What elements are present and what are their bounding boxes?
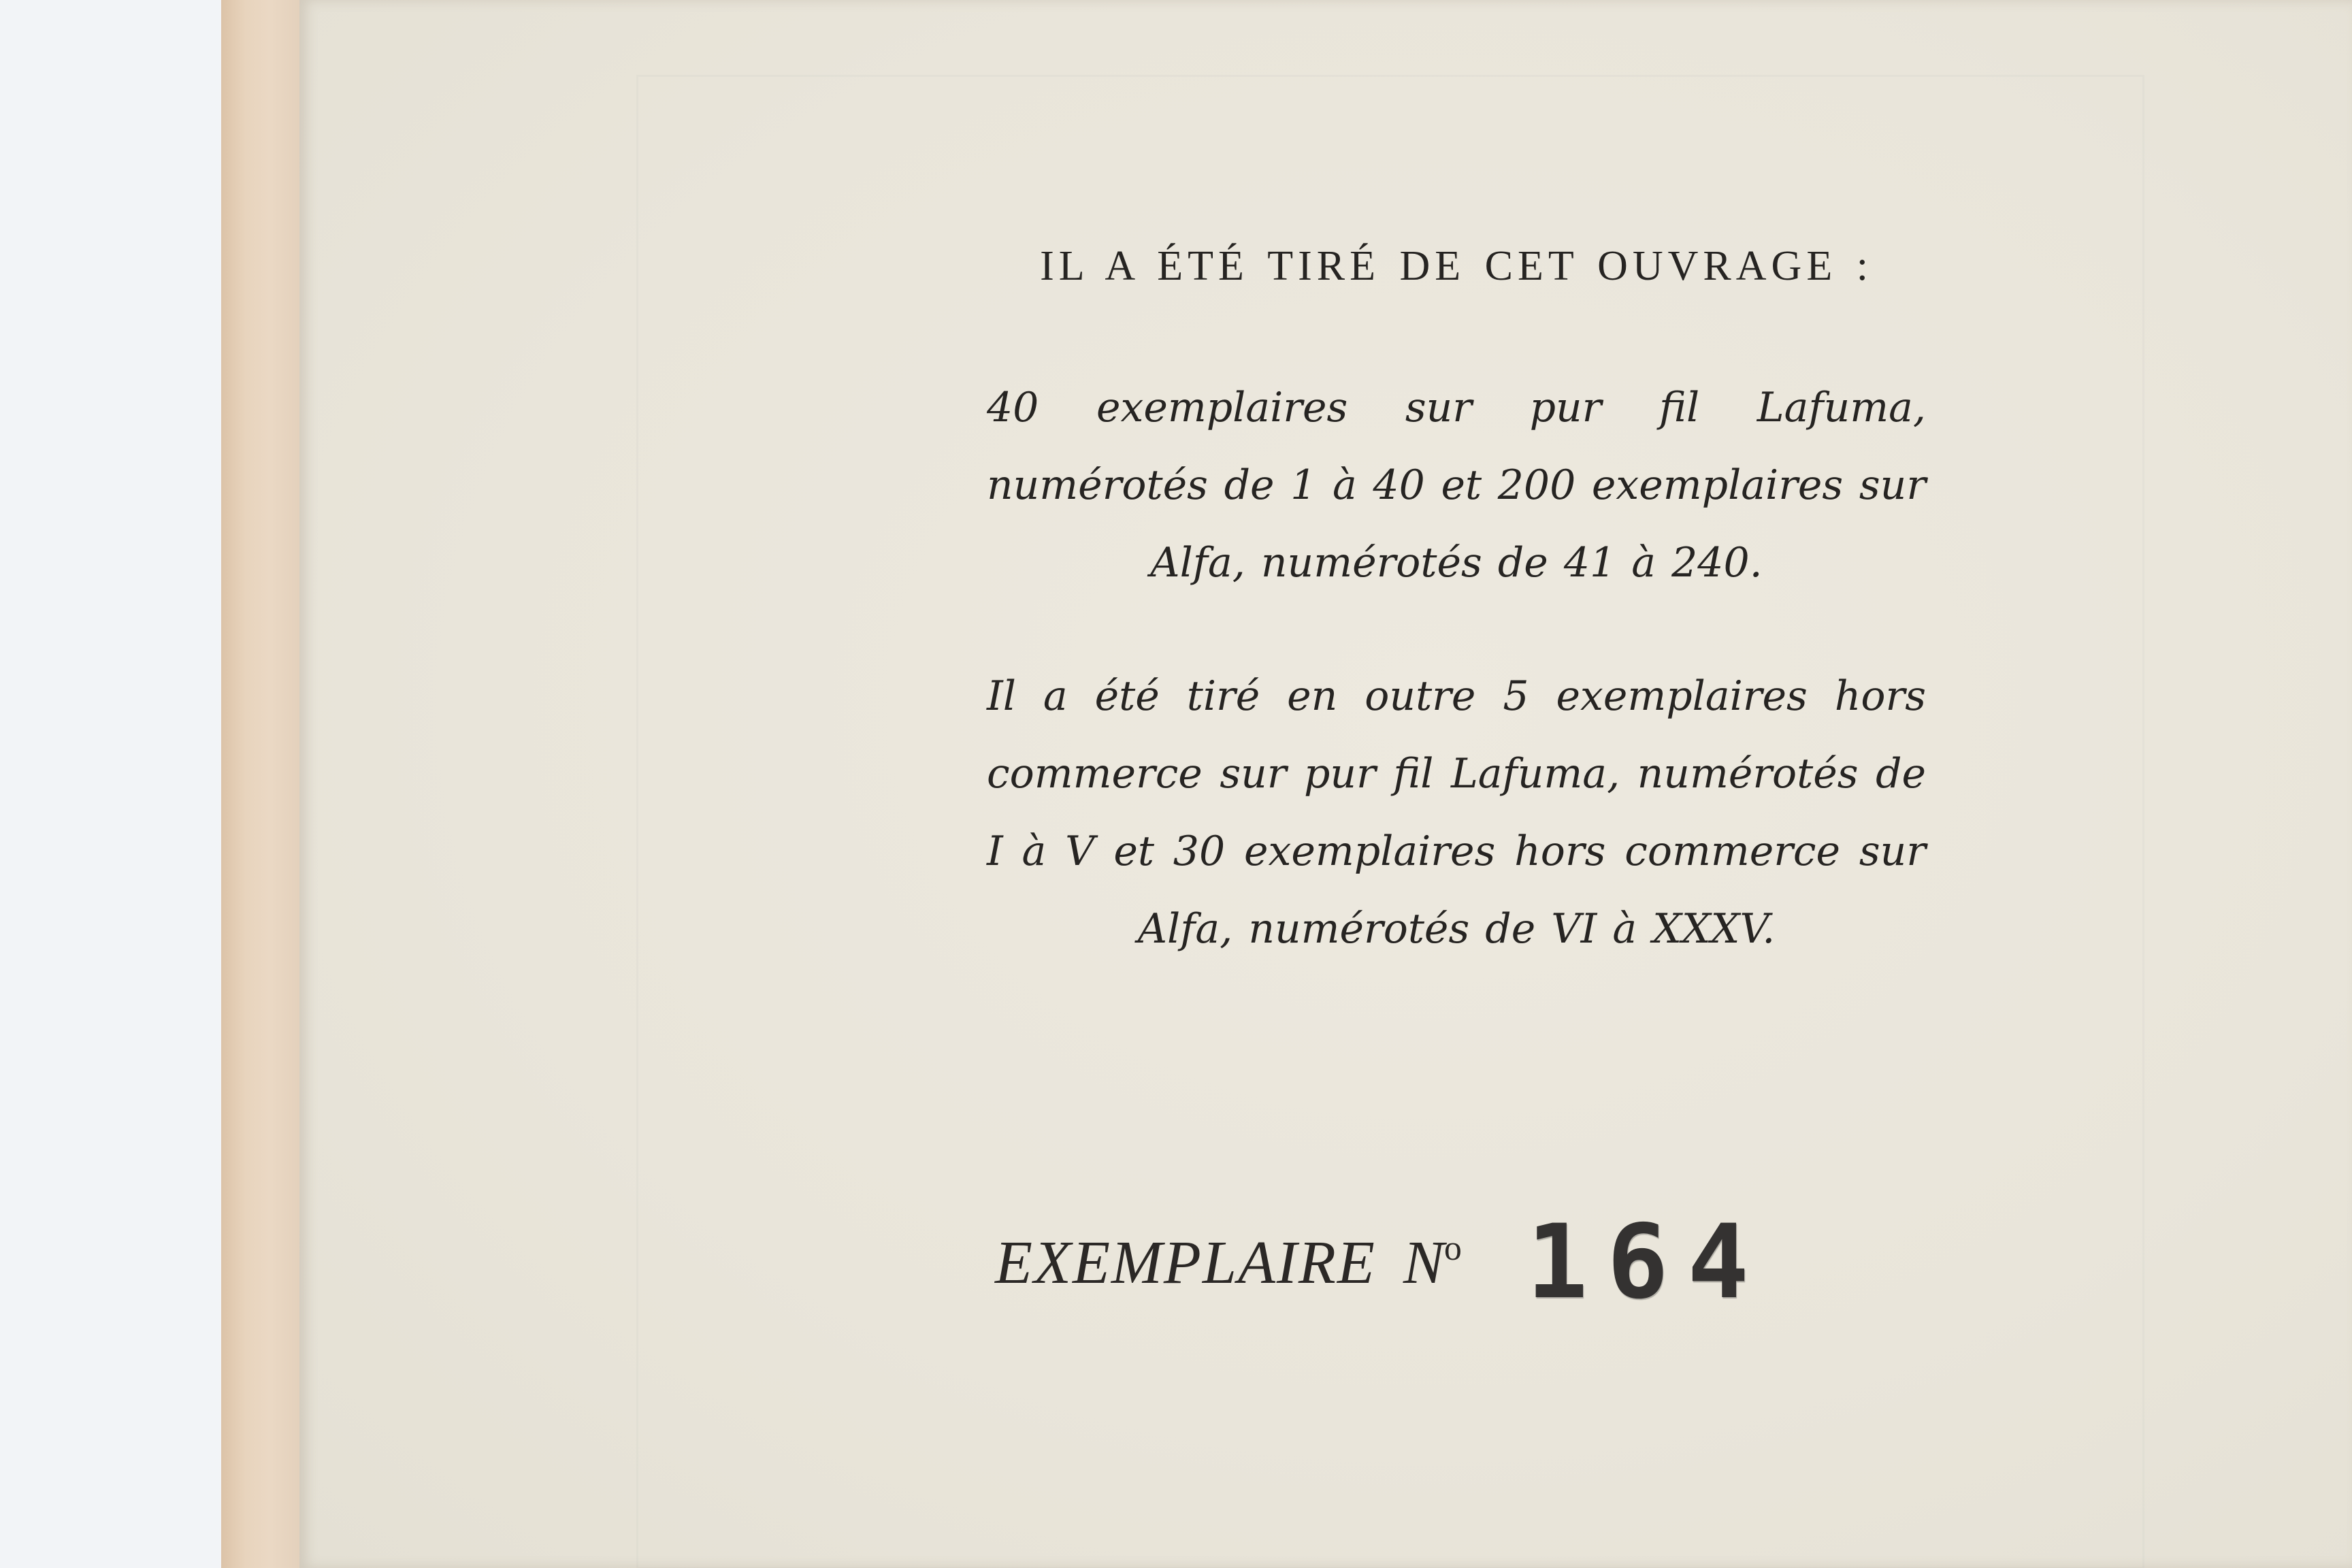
numero-sign	[1403, 1228, 1462, 1298]
copy-number-line	[995, 1203, 1768, 1322]
numero-suffix: o	[1443, 1228, 1462, 1268]
paragraph-numbered-copies: 40 exemplaires sur pur fil Lafuma, numérotés de 1 à 40 et 200 exemplaires sur Alfa, numérotés de 41 à 240.	[987, 384, 1926, 587]
stamped-copy-number: 164	[1526, 1203, 1768, 1322]
justification-text	[987, 245, 1926, 968]
page-edge	[221, 0, 303, 1568]
paragraph-hors-commerce: Il a été tiré en outre 5 exemplaires hors commerce sur pur fil Lafuma, numérotés de I à V et 30 exemplaires hors commerce sur Alfa, numérotés de VI à XXXV.	[987, 672, 1926, 953]
copy-label: EXEMPLAIRE	[995, 1228, 1376, 1296]
numero-letter: N	[1403, 1228, 1444, 1296]
justification-heading: IL A ÉTÉ TIRÉ DE CET OUVRAGE :	[1040, 243, 1873, 289]
